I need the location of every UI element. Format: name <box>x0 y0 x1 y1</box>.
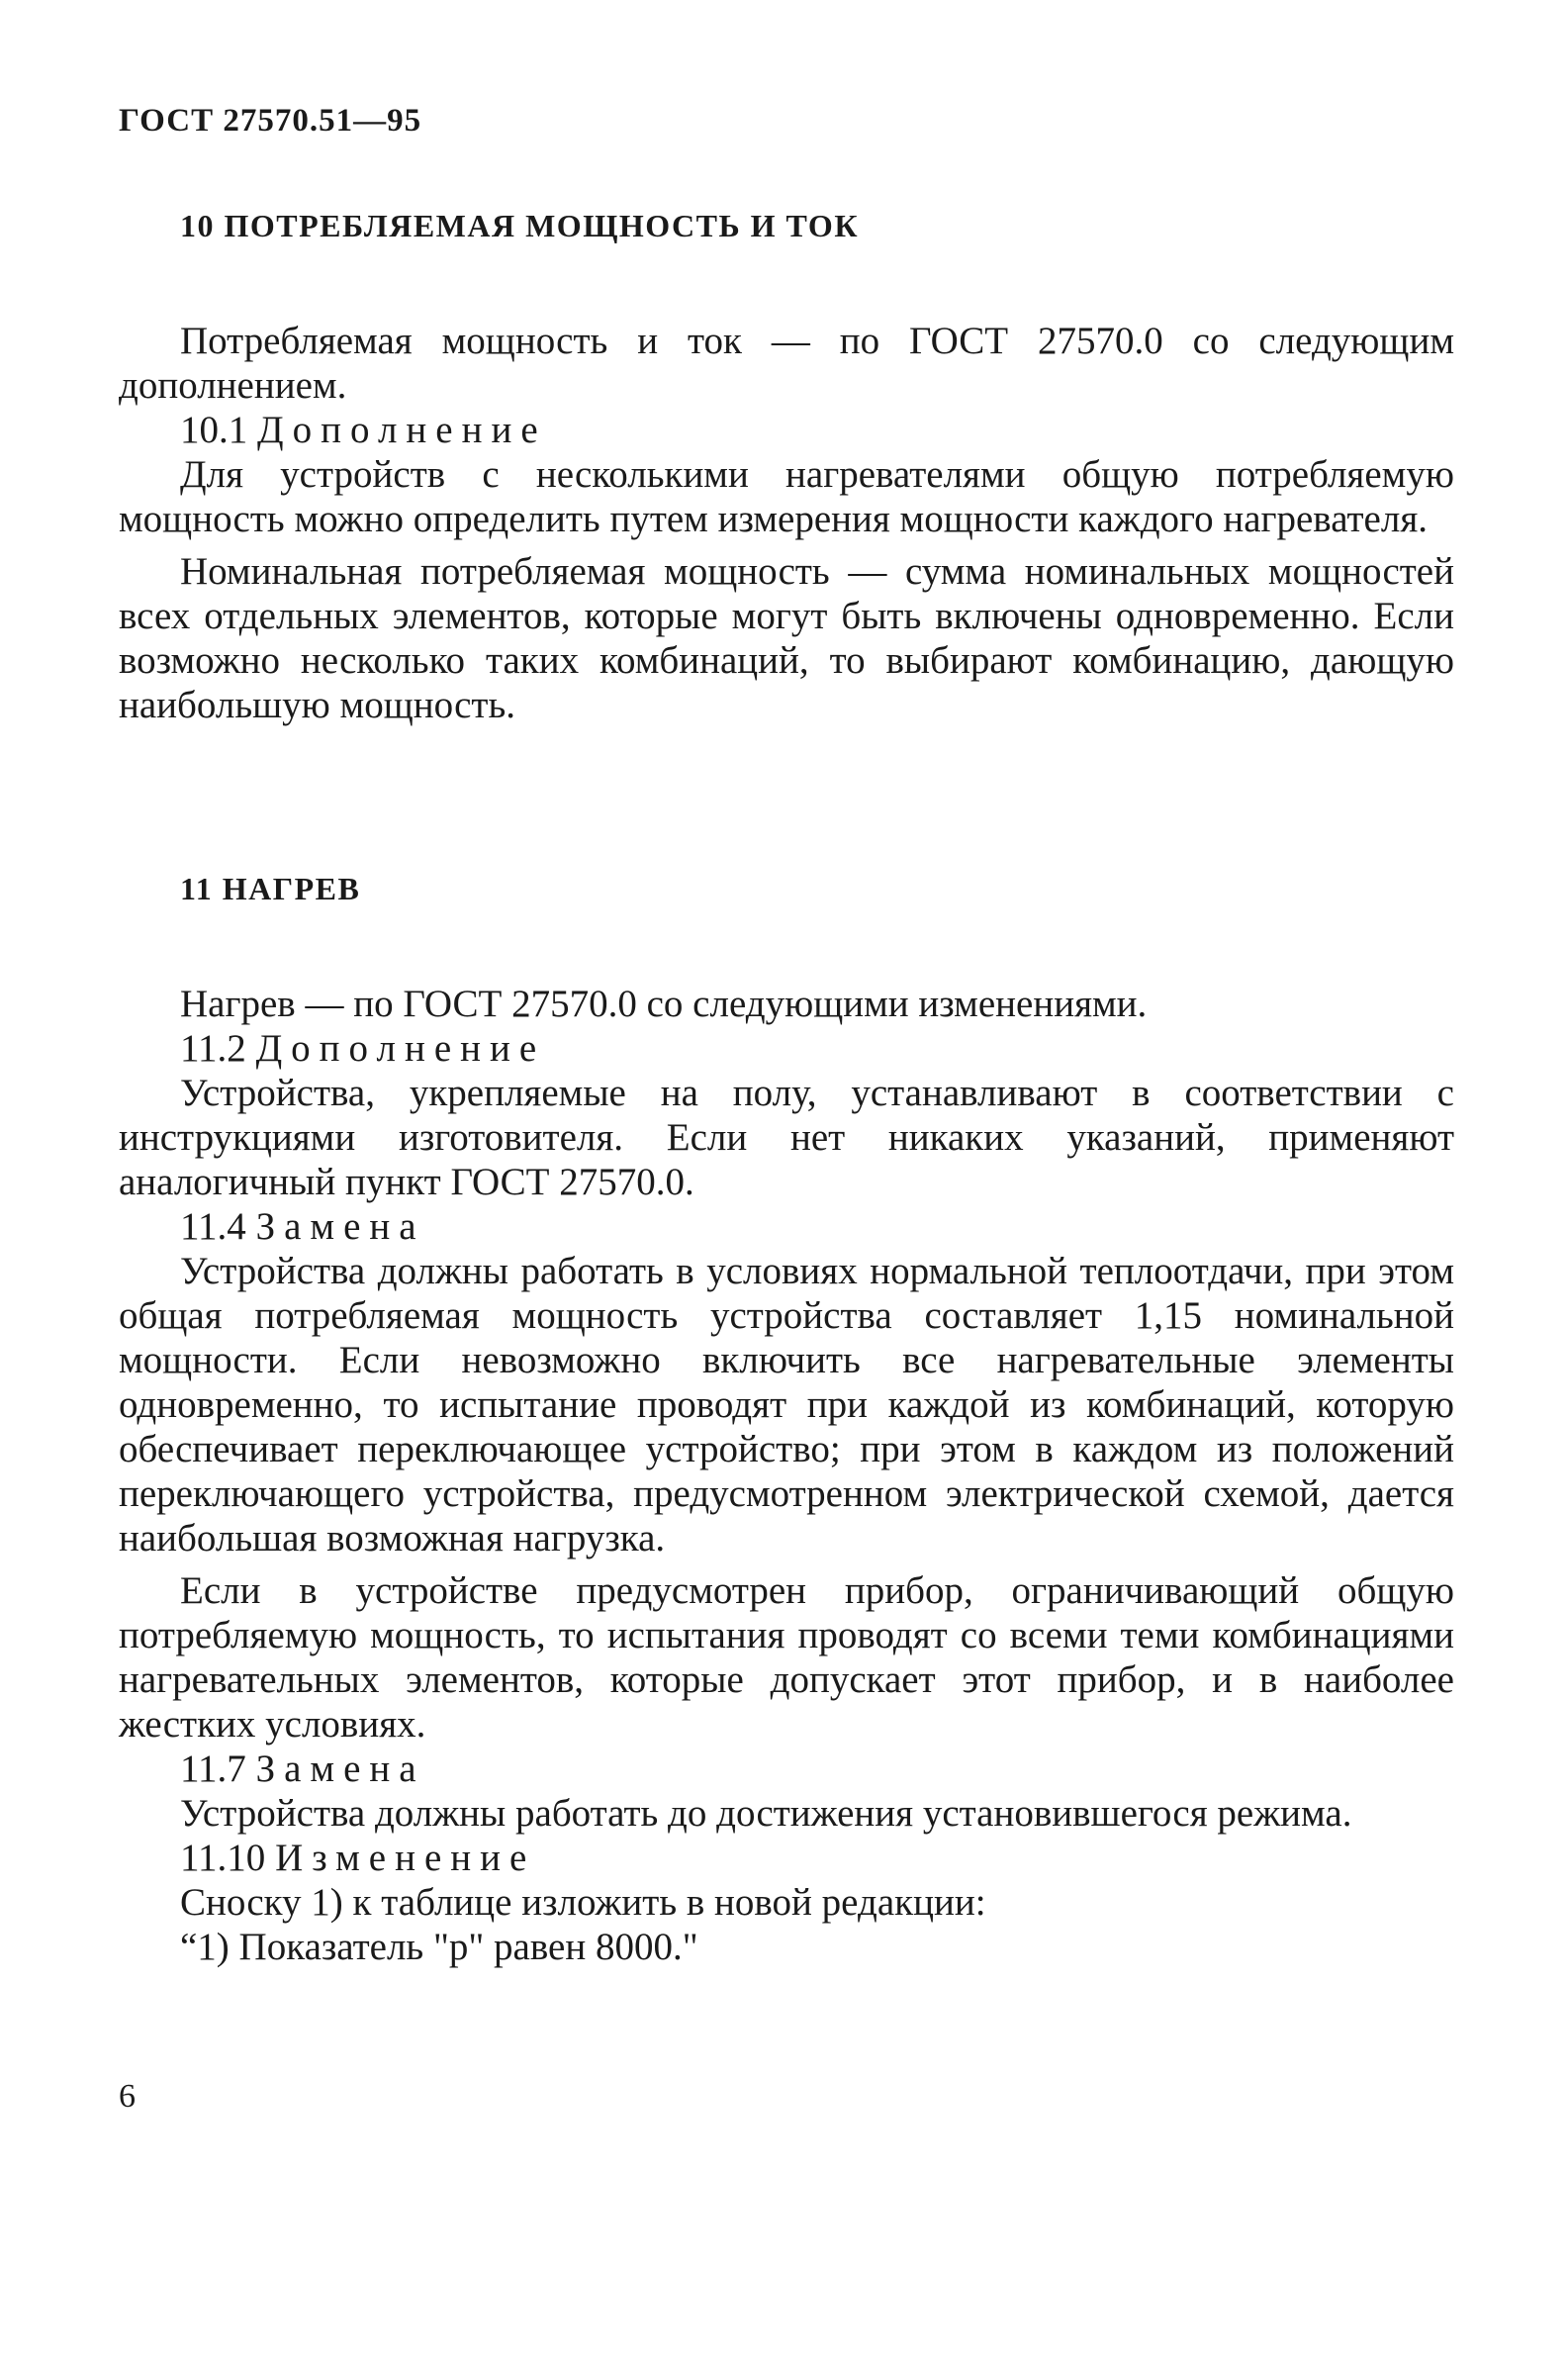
subsection-11-2-label: Дополнение <box>255 1027 546 1070</box>
subsection-11-4-number: 11.4 <box>180 1205 246 1248</box>
section-10-intro: Потребляемая мощность и ток — по ГОСТ 27570.0 со следующим дополнением. <box>119 320 1454 407</box>
subsection-11-4-label: Замена <box>255 1205 425 1248</box>
subsection-11-4-heading <box>119 1204 1454 1249</box>
subsection-11-10-heading <box>119 1836 1454 1880</box>
document-header: ГОСТ 27570.51—95 <box>119 103 422 139</box>
section-11-heading: 11 НАГРЕВ <box>180 871 361 906</box>
subsection-11-2-text: Устройства, укрепляемые на полу, устанавливают в соответствии с инструкциями изготовителя. Если нет никаких указаний, применяют аналогичный пункт ГОСТ 27570.0. <box>119 1072 1454 1203</box>
subsection-10-1-para-2: Номинальная потребляемая мощность — сумма номинальных мощностей всех отдельных элементов, которые могут быть включены одновременно. Если возможно несколько таких комбинаций, то выбирают комбинацию, дающую наибольшую мощность. <box>119 550 1454 726</box>
page-number: 6 <box>119 2078 136 2115</box>
subsection-11-2-heading <box>119 1026 1454 1071</box>
subsection-10-1-number: 10.1 <box>180 409 248 451</box>
subsection-11-7-label: Замена <box>255 1748 425 1790</box>
subsection-10-1-para-1: Для устройств с несколькими нагревателями общую потребляемую мощность можно определить путем измерения мощности каждого нагревателя. <box>119 453 1454 540</box>
subsection-11-2-number: 11.2 <box>180 1027 246 1070</box>
subsection-11-10-quote: “1) Показатель "р" равен 8000." <box>180 1926 698 1968</box>
subsection-11-4-text-2: Если в устройстве предусмотрен прибор, ограничивающий общую потребляемую мощность, то испытания проводят со всеми теми комбинациями нагревательных элементов, которые допускает этот прибор, и в наиболее жестких условиях. <box>119 1569 1454 1746</box>
section-10-body <box>119 319 1454 727</box>
subsection-11-10-number: 11.10 <box>180 1837 266 1879</box>
section-11-intro: Нагрев — по ГОСТ 27570.0 со следующими изменениями. <box>180 983 1148 1025</box>
subsection-11-10-label: Изменение <box>275 1837 536 1879</box>
subsection-11-10-text: Сноску 1) к таблице изложить в новой редакции: <box>180 1881 986 1924</box>
subsection-10-1-label: Дополнение <box>257 409 547 451</box>
section-10-heading: 10 ПОТРЕБЛЯЕМАЯ МОЩНОСТЬ И ТОК <box>180 208 860 243</box>
section-11-body <box>119 982 1454 1969</box>
subsection-11-4-text: Устройства должны работать в условиях нормальной теплоотдачи, при этом общая потребляемая мощность устройства составляет 1,15 номинальной мощности. Если невозможно включить все нагревательные элементы одновременно, то испытание проводят при каждой из комбинаций, которую обеспечивает переключающее устройство; при этом в каждом из положений переключающего устройства, предусмотренном электрической схемой, дается наибольшая возможная нагрузка. <box>119 1250 1454 1559</box>
subsection-10-1-heading <box>119 408 1454 452</box>
subsection-11-7-text: Устройства должны работать до достижения установившегося режима. <box>180 1792 1352 1835</box>
subsection-11-7-number: 11.7 <box>180 1748 246 1790</box>
subsection-11-7-heading <box>119 1747 1454 1791</box>
